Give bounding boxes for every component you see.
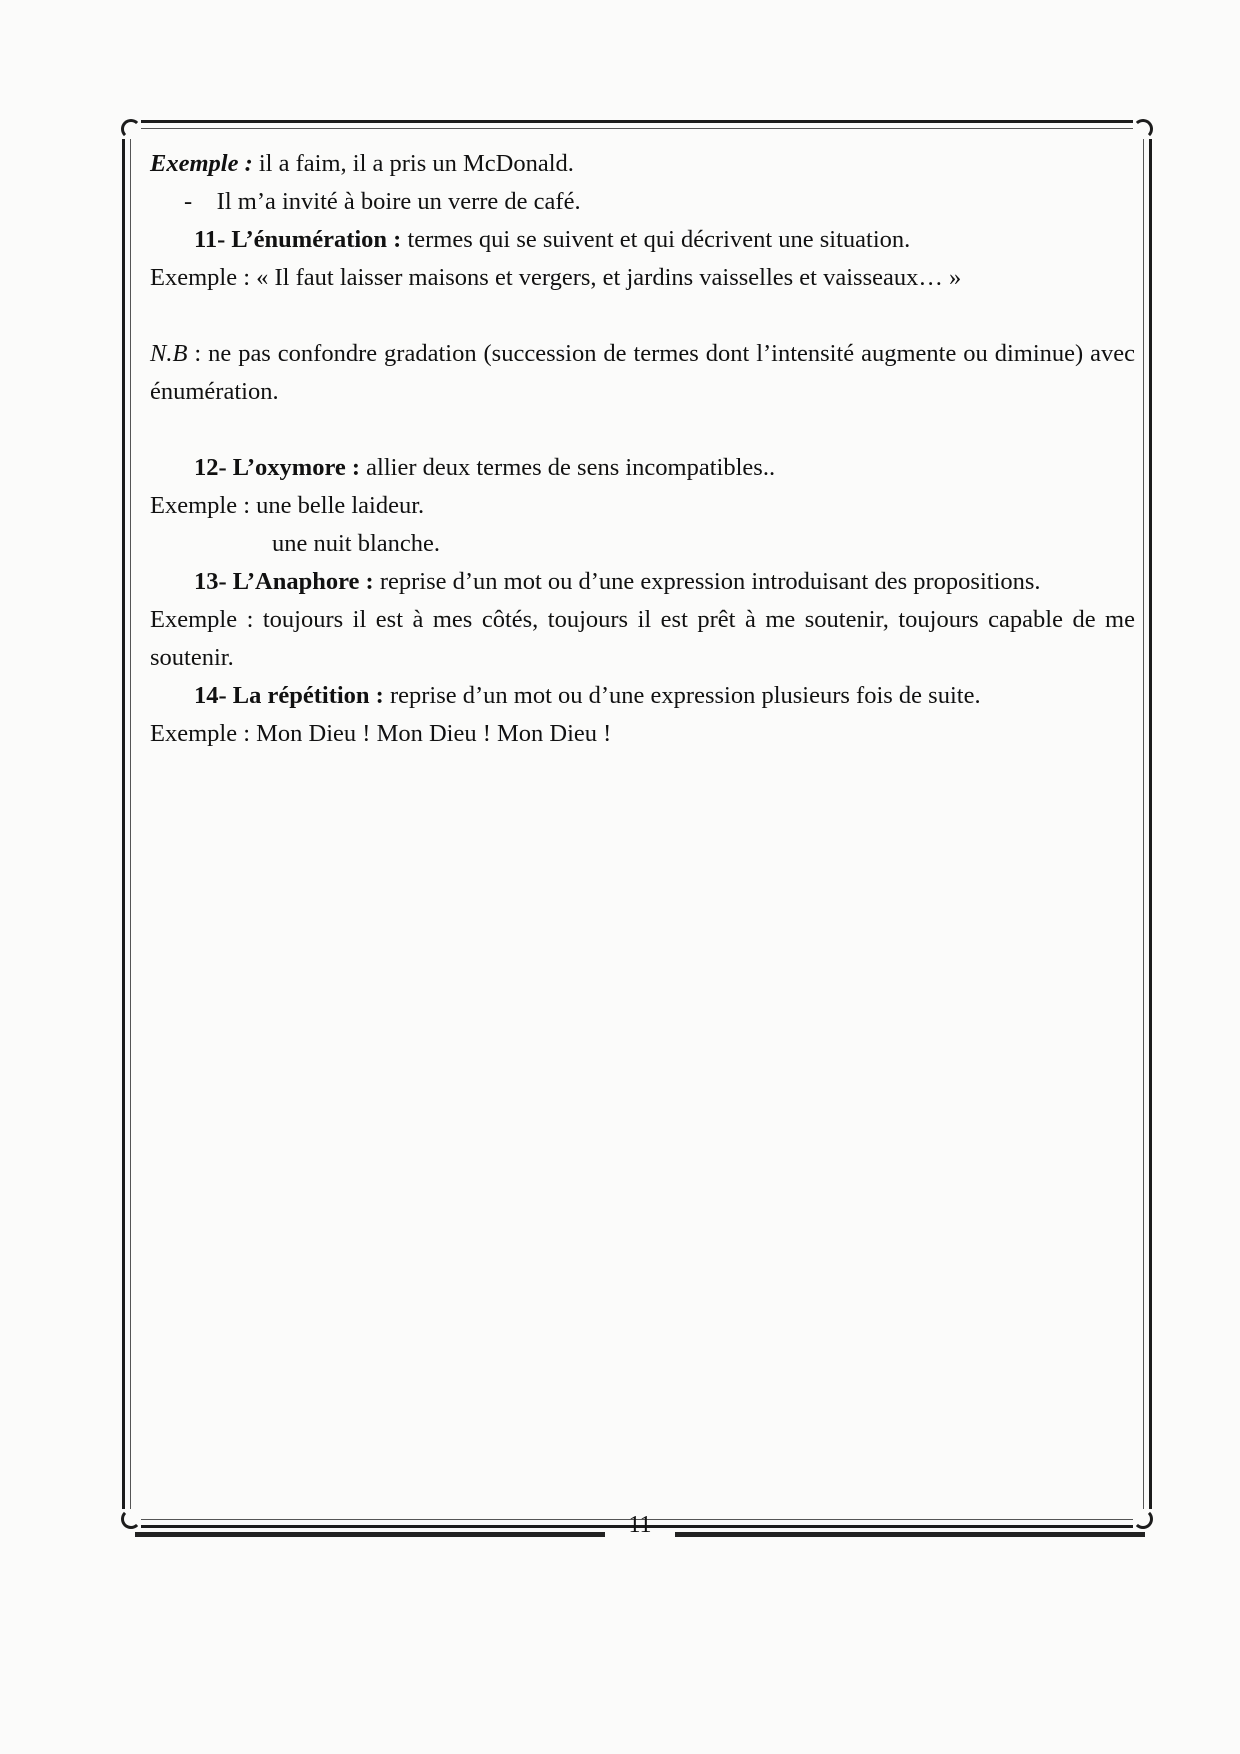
bullet-dash: -: [184, 188, 193, 215]
nota-bene: [150, 335, 1135, 411]
footer-rule-right: [675, 1532, 1145, 1537]
frame-corner-ornament: [1133, 117, 1155, 139]
footer-rule-left: [135, 1532, 605, 1537]
spacer: [150, 411, 1135, 449]
section-13-heading: [150, 563, 1135, 601]
section-13-title: 13- L’Anaphore :: [194, 568, 374, 595]
section-12-example-2: une nuit blanche.: [272, 530, 441, 557]
section-12-title: 12- L’oxymore :: [194, 454, 361, 481]
section-14-definition: reprise d’un mot ou d’une expression plusieurs fois de suite.: [383, 682, 981, 709]
section-11-title: 11- L’énumération :: [194, 226, 402, 253]
page-body: [150, 145, 1135, 753]
section-11-example: Exemple : « Il faut laisser maisons et vergers, et jardins vaisselles et vaisseaux… »: [150, 264, 962, 291]
frame-corner-ornament: [1133, 1509, 1155, 1531]
nota-bene-text: : ne pas confondre gradation (succession de termes dont l’intensité augmente ou diminue) avec énumération.: [150, 340, 1135, 405]
section-14-title: 14- La répétition :: [194, 682, 384, 709]
section-13-definition: reprise d’un mot ou d’une expression introduisant des propositions.: [373, 568, 1041, 595]
section-12-example: Exemple : une belle laideur.: [150, 492, 425, 519]
frame-corner-ornament: [119, 117, 141, 139]
section-12-heading: [150, 449, 1135, 487]
nota-bene-label: N.B: [150, 340, 188, 367]
section-11-definition: termes qui se suivent et qui décrivent une situation.: [401, 226, 911, 253]
bullet-text: Il m’a invité à boire un verre de café.: [216, 188, 581, 215]
section-13-example: Exemple : toujours il est à mes côtés, toujours il est prêt à me soutenir, toujours capable de me soutenir.: [150, 606, 1135, 671]
section-11-heading: [150, 221, 1135, 259]
section-12-definition: allier deux termes de sens incompatibles..: [360, 454, 776, 481]
example-text: il a faim, il a pris un McDonald.: [252, 150, 574, 177]
example-label: Exemple :: [150, 150, 253, 177]
section-14-example: Exemple : Mon Dieu ! Mon Dieu ! Mon Dieu !: [150, 720, 612, 747]
example-line: [150, 145, 1135, 183]
section-14-heading: [150, 677, 1135, 715]
frame-corner-ornament: [119, 1509, 141, 1531]
spacer: [150, 297, 1135, 335]
bullet-line: [150, 183, 1135, 221]
page-number: 11: [628, 1512, 652, 1538]
